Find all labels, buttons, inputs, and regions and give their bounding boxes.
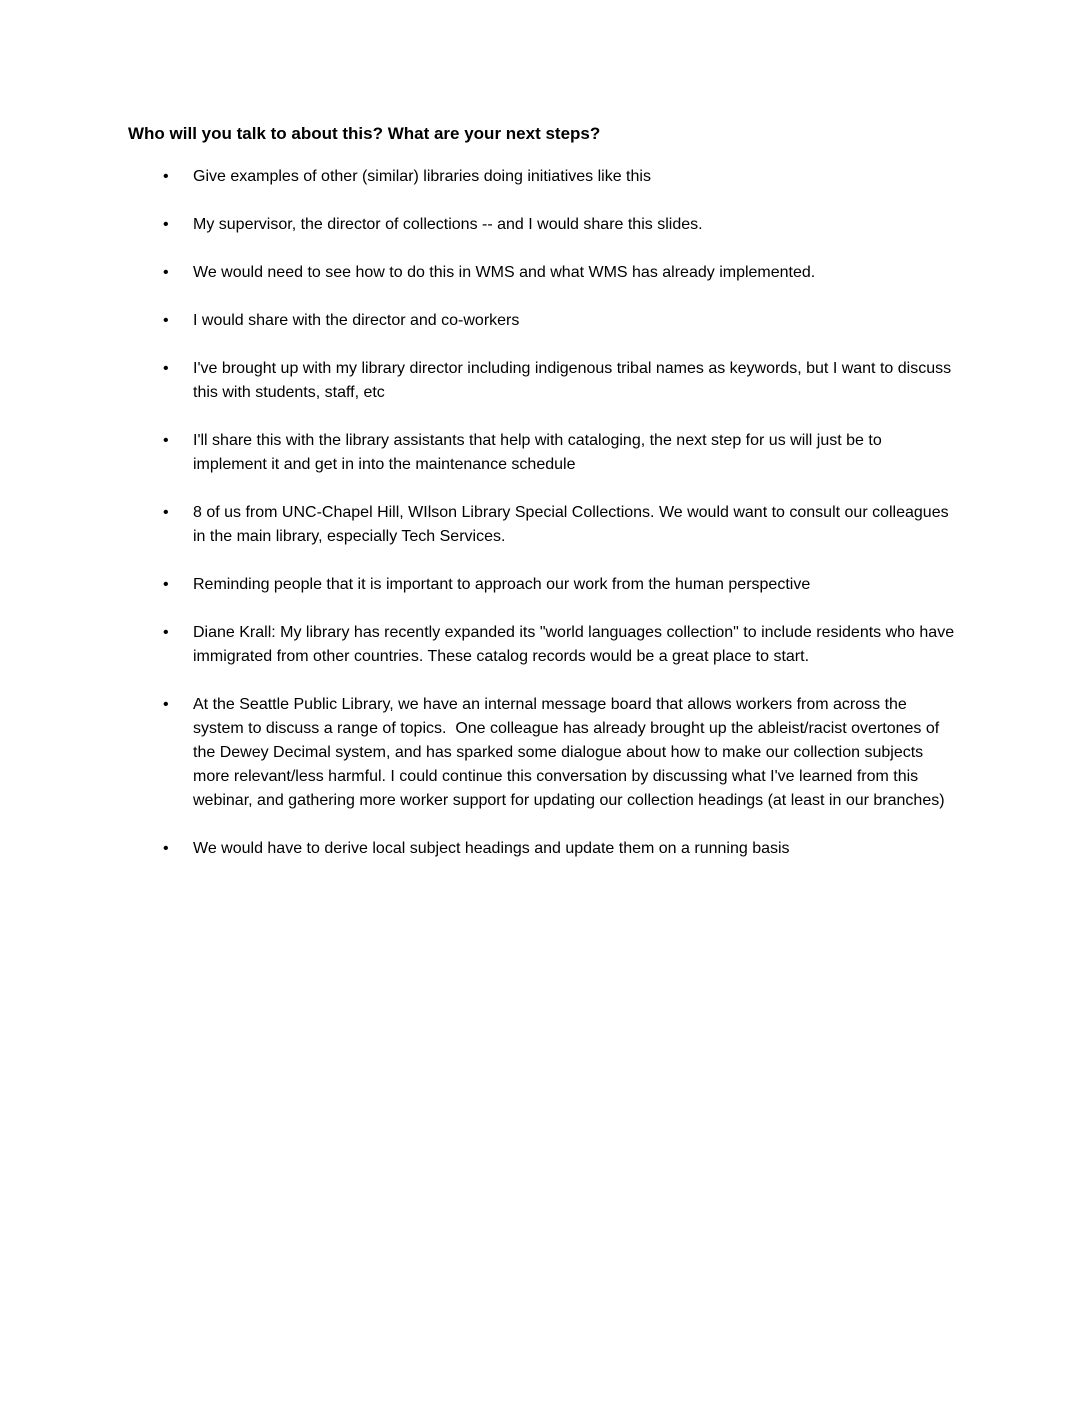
list-item: • Give examples of other (similar) libraries doing initiatives like this — [128, 165, 958, 189]
list-item: • My supervisor, the director of collections -- and I would share this slides. — [128, 213, 958, 237]
bullet-list — [128, 165, 958, 861]
list-item: • Diane Krall: My library has recently expanded its "world languages collection" to include residents who have immigrated from other countries. These catalog records would be a great place to start. — [128, 621, 958, 669]
list-item: • Reminding people that it is important to approach our work from the human perspective — [128, 573, 958, 597]
list-item: • I would share with the director and co-workers — [128, 309, 958, 333]
list-item: • I'll share this with the library assistants that help with cataloging, the next step for us will just be to implement it and get in into the maintenance schedule — [128, 429, 958, 477]
list-item: • We would need to see how to do this in WMS and what WMS has already implemented. — [128, 261, 958, 285]
list-item: • At the Seattle Public Library, we have an internal message board that allows workers from across the system to discuss a range of topics. One colleague has already brought up the ableist/racist overtones of the Dewey Decimal system, and has sparked some dialogue about how to make our collection subjects more relevant/less harmful. I could continue this conversation by discussing what I've learned from this webinar, and gathering more worker support for updating our collection headings (at least in our branches) — [128, 693, 958, 813]
page-title: Who will you talk to about this? What are your next steps? — [128, 124, 601, 143]
list-item: • I've brought up with my library director including indigenous tribal names as keywords, but I want to discuss this with students, staff, etc — [128, 357, 958, 405]
list-item: • 8 of us from UNC-Chapel Hill, WIlson Library Special Collections. We would want to consult our colleagues in the main library, especially Tech Services. — [128, 501, 958, 549]
list-item: • We would have to derive local subject headings and update them on a running basis — [128, 837, 958, 861]
